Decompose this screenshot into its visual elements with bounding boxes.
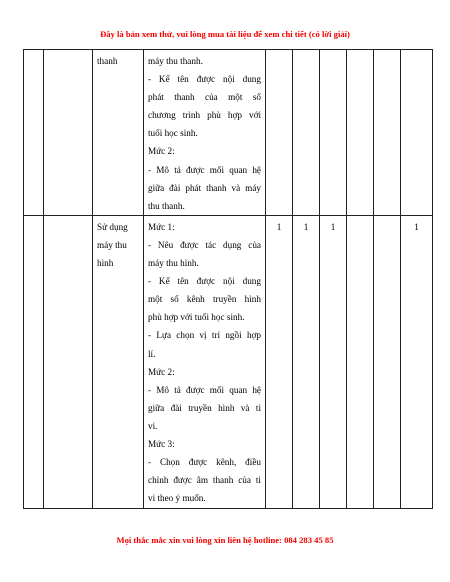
count-cell	[401, 50, 433, 216]
requirement-line: - Mô tả được mối quan hệ	[148, 384, 261, 395]
requirement-line: một số kênh truyền hình	[148, 294, 261, 305]
requirement-line: Mức 2:	[148, 366, 175, 377]
index-cell	[24, 215, 44, 508]
requirement-line: - Mô tả được mối quan hệ	[148, 164, 261, 175]
unit-cell	[44, 215, 93, 508]
requirement-line: thu thanh.	[148, 200, 185, 211]
table-row	[24, 50, 433, 216]
count-cell: 1	[293, 215, 320, 508]
requirement-line: giữa đài truyền hình và ti	[148, 402, 261, 413]
requirement-line: vi.	[148, 420, 158, 431]
topic-cell: thanh	[93, 50, 144, 216]
requirement-line: Mức 2:	[148, 146, 175, 157]
count-cell	[266, 50, 293, 216]
count-cell	[374, 50, 401, 216]
requirement-line: lí.	[148, 348, 156, 359]
content-table	[23, 49, 433, 509]
count-cell	[374, 215, 401, 508]
requirement-cell	[144, 215, 266, 508]
table-row	[24, 215, 433, 508]
count-cell: 1	[401, 215, 433, 508]
header-banner: Đây là bản xem thử, vui lòng mua tài liệu để xem chi tiết (có lời giải)	[100, 29, 350, 39]
count-cell	[347, 50, 374, 216]
count-cell: 1	[320, 215, 347, 508]
topic-cell: Sử dụng máy thu hình	[93, 215, 144, 508]
requirement-line: chỉnh được âm thanh của ti	[148, 475, 261, 486]
requirement-line: máy thu thanh.	[148, 56, 203, 66]
count-cell: 1	[266, 215, 293, 508]
index-cell	[24, 50, 44, 216]
requirement-line: - Kể tên được nội dung	[148, 276, 261, 287]
requirement-line: tuổi học sinh.	[148, 128, 198, 139]
count-cell	[320, 50, 347, 216]
requirement-line: giữa đài phát thanh và máy	[148, 182, 261, 193]
requirement-line: - Nêu được tác dụng của	[148, 239, 261, 250]
count-cell	[293, 50, 320, 216]
requirement-line: Mức 1:	[148, 221, 175, 232]
unit-cell	[44, 50, 93, 216]
requirement-line: - Kể tên được nội dung	[148, 74, 261, 85]
requirement-line: vi theo ý muốn.	[148, 493, 206, 504]
requirement-line: phù hợp với tuổi học sinh.	[148, 312, 245, 323]
footer-banner: Mọi thắc mắc xin vui lòng xin liên hệ hotline: 084 283 45 85	[116, 535, 334, 545]
requirement-cell	[144, 50, 266, 216]
count-cell	[347, 215, 374, 508]
requirement-line: Mức 3:	[148, 438, 175, 449]
requirement-line: phát thanh của một số	[148, 92, 261, 103]
requirement-line: - Chọn được kênh, điều	[148, 457, 261, 468]
requirement-line: máy thu hình.	[148, 258, 199, 269]
requirement-line: - Lựa chọn vị trí ngồi hợp	[148, 330, 261, 341]
requirement-line: chương trình phù hợp với	[148, 110, 261, 121]
